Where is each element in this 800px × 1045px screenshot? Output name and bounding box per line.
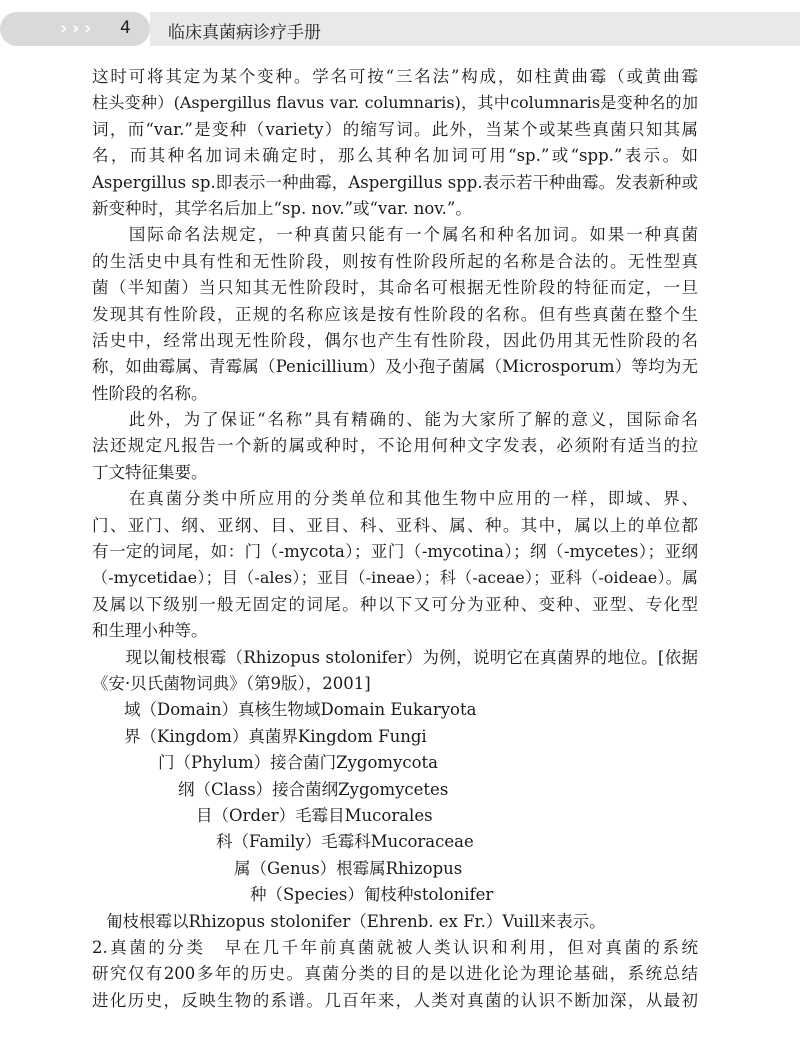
text-line: 发现其有性阶段，正规的名称应该是按有性阶段的名称。但有些真菌在整个生 xyxy=(92,304,698,324)
text-line: 及属以下级别一般无固定的词尾。种以下又可分为亚种、变种、亚型、专化型 xyxy=(92,594,698,614)
chevron-right-icon: › xyxy=(84,18,92,39)
text-line: 的生活史中具有性和无性阶段，则按有性阶段所起的名称是合法的。无性型真 xyxy=(92,251,698,271)
section-heading-line: 2.真菌的分类 早在几千年前真菌就被人类认识和利用，但对真菌的系统 xyxy=(92,937,698,957)
text-line: 匍枝根霉以Rhizopus stolonifer（Ehrenb. ex Fr.）Vuill来表示。 xyxy=(106,911,606,931)
taxonomy-list xyxy=(92,697,698,908)
text-line: 在真菌分类中所应用的分类单位和其他生物中应用的一样，即域、界、 xyxy=(92,489,698,509)
page-number: 4 xyxy=(120,18,131,38)
text-line: Aspergillus sp.即表示一种曲霉，Aspergillus spp.表示若干种曲霉。发表新种或 xyxy=(92,172,698,192)
text-line: 柱头变种）(Aspergillus flavus var. columnaris)，其中columnaris是变种名的加 xyxy=(92,93,698,113)
text-line: 此外，为了保证“名称”具有精确的、能为大家所了解的意义，国际命名 xyxy=(92,410,698,430)
paragraph xyxy=(92,222,698,407)
text-line: 法还规定凡报告一个新的属或种时，不论用何种文字发表，必须附有适当的拉 xyxy=(92,436,698,456)
text-line: 这时可将其定为某个变种。学名可按“三名法”构成，如柱黄曲霉（或黄曲霉 xyxy=(92,67,698,86)
text-line: 研究仅有200多年的历史。真菌分类的目的是以进化论为理论基础，系统总结 xyxy=(92,964,698,984)
taxonomy-rank-species: 种（Species）匍枝种stolonifer xyxy=(250,885,494,905)
running-header xyxy=(0,12,800,46)
text-line: 称，如曲霉属、青霉属（Penicillium）及小孢子菌属（Microsporum）等均为无 xyxy=(92,357,698,377)
paragraph xyxy=(92,486,698,644)
taxonomy-rank-genus: 属（Genus）根霉属Rhizopus xyxy=(234,858,463,878)
text-line: 国际命名法规定，一种真菌只能有一个属名和种名加词。如果一种真菌 xyxy=(92,225,698,245)
paragraph xyxy=(92,645,698,698)
text-line: 丁文特征集要。 xyxy=(92,462,208,482)
text-line: 新变种时，其学名后加上“sp. nov.”或“var. nov.”。 xyxy=(92,198,472,218)
taxonomy-rank-domain: 域（Domain）真核生物域Domain Eukaryota xyxy=(124,700,477,720)
taxonomy-rank-order: 目（Order）毛霉目Mucorales xyxy=(196,805,433,825)
text-line: 和生理小种等。 xyxy=(92,621,208,641)
book-title: 临床真菌病诊疗手册 xyxy=(168,23,321,43)
text-line: （-mycetidae）；目（-ales）；亚目（-ineae）；科（-aceae）；亚科（-oideae）。属 xyxy=(92,568,698,588)
page-body xyxy=(92,64,698,1014)
chevron-right-icon: › xyxy=(72,18,80,39)
taxonomy-rank-kingdom: 界（Kingdom）真菌界Kingdom Fungi xyxy=(124,726,427,746)
text-line: 有一定的词尾，如：门（-mycota）；亚门（-mycotina）；纲（-mycetes）；亚纲 xyxy=(92,542,698,562)
text-line: 菌（半知菌）当只知其无性阶段时，其命名可根据无性阶段的特征而定，一旦 xyxy=(92,278,698,298)
text-line: 《安·贝氏菌物词典》（第9版），2001] xyxy=(92,673,371,693)
paragraph xyxy=(92,407,698,486)
text-line: 进化历史，反映生物的系谱。几百年来，人类对真菌的认识不断加深，从最初 xyxy=(92,990,698,1010)
text-line: 现以匍枝根霉（Rhizopus stolonifer）为例，说明它在真菌界的地位。[依据 xyxy=(92,647,698,667)
text-line: 名，而其种名加词未确定时，那么其种名加词可用“sp.”或“spp.”表示。如 xyxy=(92,146,698,166)
text-line: 门、亚门、纲、亚纲、目、亚目、科、亚科、属、种。其中，属以上的单位都 xyxy=(92,515,698,535)
text-line: 性阶段的名称。 xyxy=(92,383,208,403)
taxonomy-rank-class: 纲（Class）接合菌纲Zygomycetes xyxy=(178,779,449,799)
text-line: 词，而“var.”是变种（variety）的缩写词。此外，当某个或某些真菌只知其属 xyxy=(92,119,698,139)
paragraph xyxy=(92,909,698,1015)
taxonomy-rank-phylum: 门（Phylum）接合菌门Zygomycota xyxy=(158,753,438,773)
page-number-tab xyxy=(0,12,150,46)
taxonomy-rank-family: 科（Family）毛霉科Mucoraceae xyxy=(216,832,474,852)
paragraph xyxy=(92,64,698,222)
chevron-right-icon: › xyxy=(60,18,68,39)
text-line: 活史中，经常出现无性阶段，偶尔也产生有性阶段，因此仍用其无性阶段的名 xyxy=(92,330,698,350)
